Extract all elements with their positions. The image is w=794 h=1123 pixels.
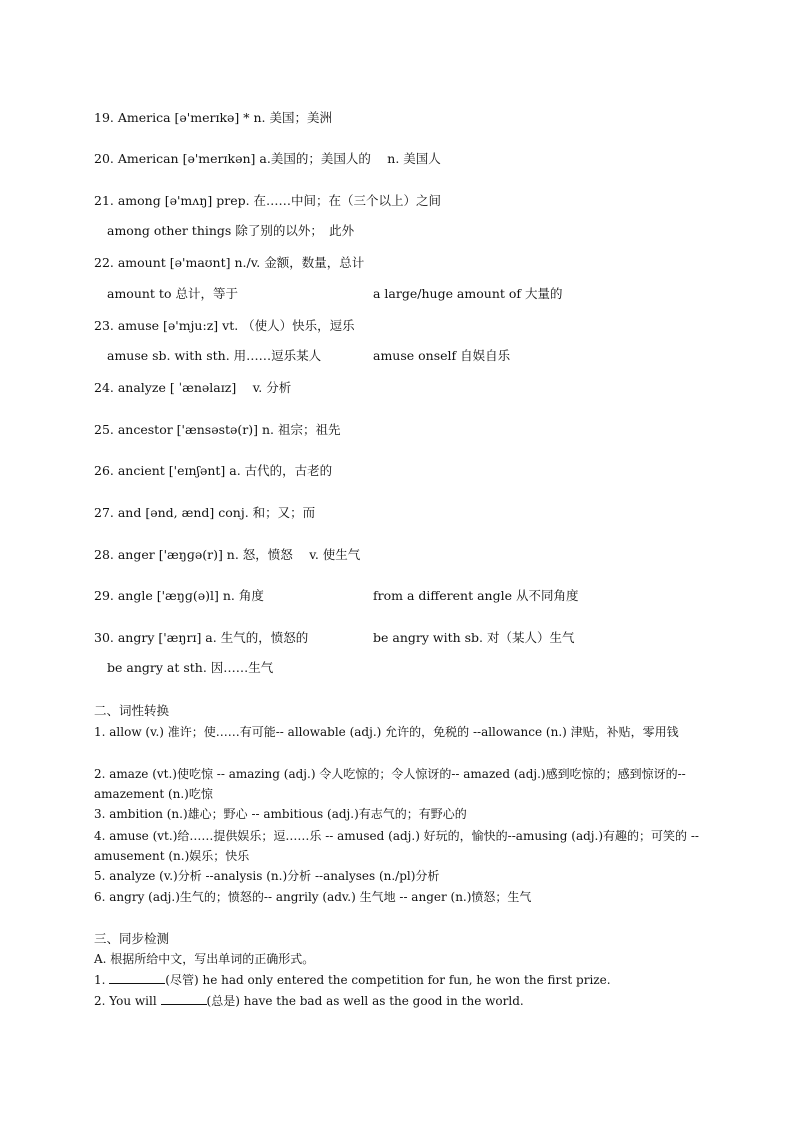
- vocab-entry-22: 22. amount [ə'maʊnt] n./v. 金额，数量，总计: [94, 255, 365, 270]
- question-text: (总是) have the bad as well as the good in the world.: [206, 994, 524, 1008]
- conversion-item: 4. amuse (vt.)给……提供娱乐；逗……乐 -- amused (adj.) 好玩的，愉快的--amusing (adj.)有趣的；可笑的 -- amusement (n.)娱乐；快乐: [94, 829, 699, 863]
- section-heading: 三、同步检测: [94, 931, 170, 946]
- vocab-phrase: amuse onself 自娱自乐: [373, 348, 511, 363]
- exercise-question-1: [94, 972, 611, 988]
- vocab-phrase: a large/huge amount of 大量的: [373, 286, 563, 301]
- vocab-phrase: amuse sb. with sth. 用……逗乐某人: [107, 348, 322, 363]
- vocab-entry-20: 20. American [ə'merɪkən] a.美国的；美国人的 n. 美国人: [94, 151, 441, 166]
- question-number: 1.: [94, 973, 106, 987]
- vocab-entry-29: 29. angle ['æŋɡ(ə)l] n. 角度: [94, 588, 264, 603]
- exercise-instruction: A. 根据所给中文，写出单词的正确形式。: [94, 952, 315, 966]
- answer-blank[interactable]: [161, 993, 207, 1005]
- vocab-entry-19: 19. America [ə'merɪkə] * n. 美国；美洲: [94, 110, 333, 125]
- vocab-entry-21: 21. among [ə'mʌŋ] prep. 在……中间；在（三个以上）之间: [94, 193, 442, 208]
- vocab-phrase: from a different angle 从不同角度: [373, 588, 579, 603]
- exercise-question-2: [94, 993, 524, 1009]
- vocab-phrase: be angry at sth. 因……生气: [107, 660, 274, 675]
- vocab-phrase: among other things 除了别的以外； 此外: [107, 223, 355, 238]
- conversion-item: 1. allow (v.) 准许；使……有可能-- allowable (adj.) 允许的，免税的 --allowance (n.) 津贴，补贴，零用钱: [94, 725, 679, 739]
- vocab-entry-24: 24. analyze [ ˈænəlaɪz] v. 分析: [94, 380, 292, 395]
- vocab-entry-26: 26. ancient ['eɪnʃənt] a. 古代的，古老的: [94, 463, 333, 478]
- vocab-phrase: amount to 总计，等于: [107, 286, 238, 301]
- vocab-entry-30: 30. angry ['æŋrɪ] a. 生气的，愤怒的: [94, 630, 309, 645]
- vocab-entry-23: 23. amuse [ə'mju:z] vt. （使人）快乐，逗乐: [94, 318, 355, 333]
- vocab-phrase: be angry with sb. 对（某人）生气: [373, 630, 575, 645]
- vocab-entry-27: 27. and [ənd, ænd] conj. 和；又；而: [94, 505, 316, 520]
- answer-blank[interactable]: [109, 972, 165, 984]
- conversion-item: 2. amaze (vt.)使吃惊 -- amazing (adj.) 令人吃惊的；令人惊讶的-- amazed (adj.)感到吃惊的；感到惊讶的-- amazement (n.)吃惊: [94, 767, 686, 801]
- vocab-entry-25: 25. ancestor ['ænsəstə(r)] n. 祖宗；祖先: [94, 422, 341, 437]
- conversion-item: 6. angry (adj.)生气的；愤怒的-- angrily (adv.) 生气地 -- anger (n.)愤怒；生气: [94, 890, 532, 904]
- section-heading: 二、词性转换: [94, 703, 170, 718]
- vocab-entry-28: 28. anger ['æŋɡə(r)] n. 怒，愤怒 v. 使生气: [94, 547, 361, 562]
- question-text: (尽管) he had only entered the competition for fun, he won the first prize.: [165, 973, 611, 987]
- conversion-item: 3. ambition (n.)雄心；野心 -- ambitious (adj.)有志气的；有野心的: [94, 807, 467, 821]
- conversion-item: 5. analyze (v.)分析 --analysis (n.)分析 --analyses (n./pl)分析: [94, 869, 440, 883]
- question-number: 2. You will: [94, 994, 157, 1008]
